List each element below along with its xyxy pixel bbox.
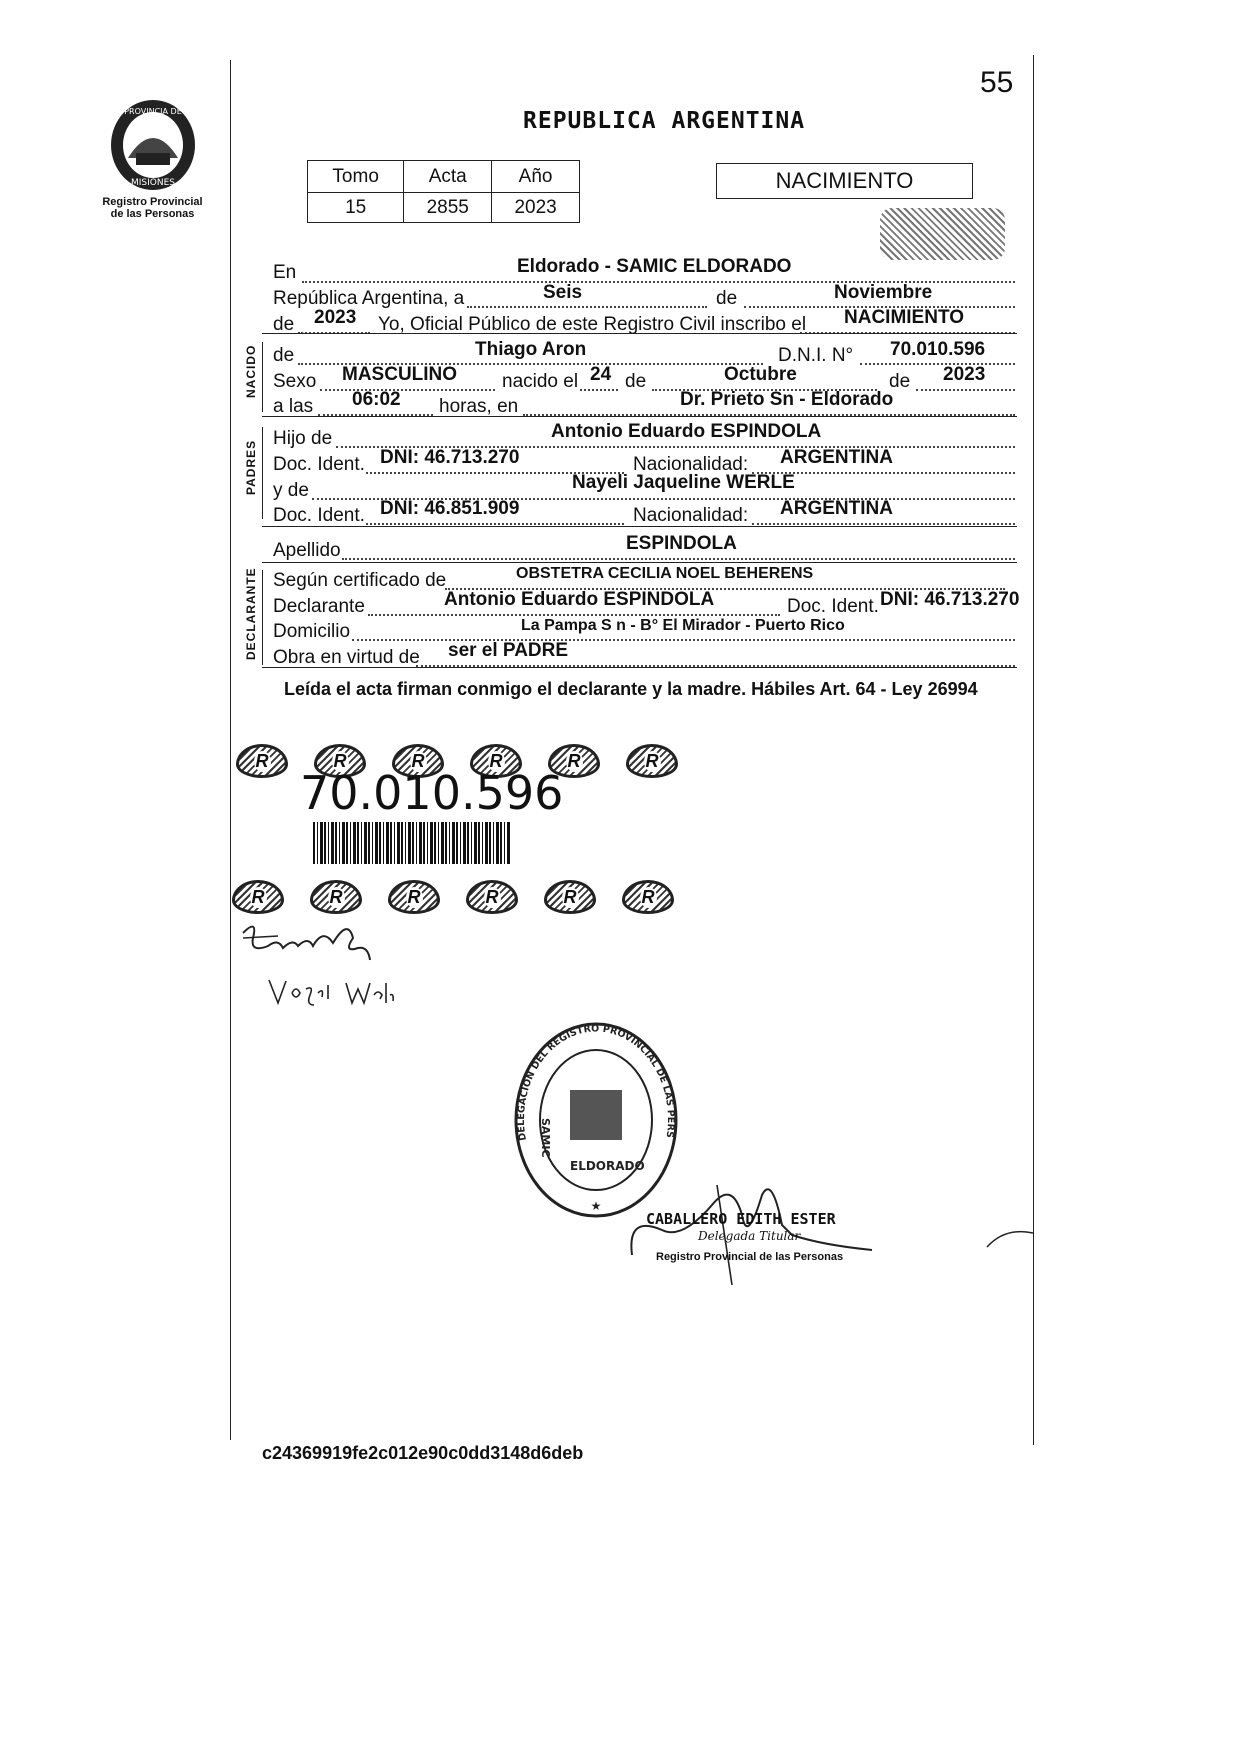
- label-declarante: Declarante: [273, 596, 365, 617]
- signature-madre: [266, 975, 396, 1013]
- value-lugar: Eldorado - SAMIC ELDORADO: [517, 256, 792, 277]
- anio-value: 2023: [492, 193, 580, 223]
- seal-ring-text: DELEGACIÓN DEL REGISTRO PROVINCIAL DE LAS PERS: [515, 1023, 677, 1142]
- emblem-top-text: PROVINCIA DE: [124, 107, 182, 116]
- value-padre: Antonio Eduardo ESPINDOLA: [551, 421, 822, 442]
- r-logo: R: [310, 880, 362, 914]
- signature-declarante: [238, 908, 373, 970]
- value-certificado: OBSTETRA CECILIA NOEL BEHERENS: [516, 565, 814, 582]
- dni-sticker-number: 70.010.596: [300, 766, 564, 820]
- r-logo: R: [236, 744, 288, 778]
- value-mes: Noviembre: [834, 282, 933, 303]
- label-doc-ident-declarante: Doc. Ident.: [787, 596, 879, 617]
- section-bracket: [262, 342, 263, 412]
- side-label-declarante: DECLARANTE: [244, 567, 258, 660]
- value-padre-nac: ARGENTINA: [780, 447, 893, 468]
- divider-line: [262, 416, 1017, 417]
- value-dia: Seis: [543, 282, 583, 303]
- dotted-line: [467, 306, 707, 308]
- registry-name-1: Registro Provincial: [102, 196, 203, 208]
- value-dni: 70.010.596: [890, 339, 986, 360]
- r-logo: R: [622, 880, 674, 914]
- divider-line: [262, 667, 1017, 668]
- dotted-line: [580, 389, 618, 391]
- official-office: Registro Provincial de las Personas: [656, 1251, 844, 1263]
- r-logo: R: [626, 744, 678, 778]
- label-sexo: Sexo: [273, 371, 317, 392]
- registry-name-2: de las Personas: [110, 208, 195, 220]
- barcode: [313, 822, 511, 864]
- label-segun: Según certificado de: [273, 570, 447, 591]
- value-sexo: MASCULINO: [342, 364, 458, 385]
- r-logo: R: [392, 744, 444, 778]
- label-de-line: de: [273, 314, 295, 335]
- label-y-de: y de: [273, 480, 309, 501]
- register-table: [307, 160, 580, 223]
- value-nac-anio: 2023: [943, 364, 986, 385]
- value-apellido: ESPINDOLA: [626, 533, 737, 554]
- section-bracket: [262, 427, 263, 519]
- dotted-line: [752, 523, 1015, 525]
- divider-line: [262, 526, 1017, 527]
- label-a-las: a las: [273, 396, 314, 417]
- label-en: En: [273, 262, 297, 283]
- label-de-nacido: de: [273, 345, 295, 366]
- dotted-line: [860, 363, 1015, 365]
- value-nac-mes: Octubre: [724, 364, 797, 385]
- svg-text:★: ★: [590, 1199, 602, 1213]
- value-padre-doc: DNI: 46.713.270: [380, 447, 520, 468]
- edge-mark: [985, 1225, 1035, 1255]
- side-label-nacido: NACIDO: [244, 344, 258, 398]
- label-domicilio: Domicilio: [273, 621, 351, 642]
- seal-inner-bottom: ELDORADO: [570, 1159, 645, 1173]
- r-logo: R: [470, 744, 522, 778]
- r-logo: R: [544, 880, 596, 914]
- label-obra: Obra en virtud de: [273, 647, 420, 668]
- side-label-padres: PADRES: [244, 439, 258, 495]
- label-de3: de: [889, 371, 911, 392]
- r-logo: R: [232, 880, 284, 914]
- divider-line: [262, 562, 1017, 563]
- label-de2: de: [625, 371, 647, 392]
- official-role: Delegada Titular: [698, 1229, 801, 1243]
- dotted-line: [342, 558, 1015, 560]
- value-madre-doc: DNI: 46.851.909: [380, 498, 520, 519]
- dotted-line: [368, 614, 780, 616]
- page-title: REPUBLICA ARGENTINA: [523, 108, 806, 134]
- closing-text: Leída el acta firman conmigo el declarante y la madre. Hábiles Art. 64 - Ley 26994: [284, 679, 978, 699]
- page-number: 55: [980, 66, 1014, 99]
- section-bracket: [262, 570, 263, 665]
- official-name: CABALLERO EDITH ESTER: [646, 1210, 836, 1228]
- value-madre-nac: ARGENTINA: [780, 498, 893, 519]
- value-hora: 06:02: [352, 389, 401, 410]
- value-tipo: NACIMIENTO: [844, 307, 964, 328]
- tomo-header: Tomo: [308, 161, 404, 193]
- value-nac-dia: 24: [590, 364, 612, 385]
- label-nacido-el: nacido el: [502, 371, 579, 392]
- emblem-bottom-text: MISIONES: [130, 178, 176, 188]
- label-yo-oficial: Yo, Oficial Público de este Registro Civil inscribo el: [378, 314, 807, 335]
- r-logo: R: [388, 880, 440, 914]
- label-doc-ident-madre: Doc. Ident.: [273, 505, 365, 526]
- r-logo: R: [548, 744, 600, 778]
- label-de: de: [716, 288, 738, 309]
- value-declarante-doc: DNI: 46.713.270: [880, 589, 1020, 610]
- divider-line: [262, 333, 1017, 334]
- province-emblem: [108, 98, 198, 193]
- label-republica: República Argentina, a: [273, 288, 465, 309]
- seal-inner-top: SAMIC: [539, 1118, 552, 1158]
- label-doc-ident-padre: Doc. Ident.: [273, 454, 365, 475]
- value-declarante: Antonio Eduardo ESPINDOLA: [444, 589, 715, 610]
- label-dni: D.N.I. N°: [778, 345, 854, 366]
- value-madre: Nayeli Jaqueline WERLE: [572, 472, 795, 493]
- tomo-value: 15: [308, 193, 404, 223]
- r-logo: R: [314, 744, 366, 778]
- acta-header: Acta: [404, 161, 492, 193]
- value-anio: 2023: [314, 307, 357, 328]
- dotted-line: [366, 523, 624, 525]
- label-horas-en: horas, en: [439, 396, 519, 417]
- label-hijo-de: Hijo de: [273, 428, 333, 449]
- acta-value: 2855: [404, 193, 492, 223]
- r-logo: R: [466, 880, 518, 914]
- label-nacionalidad-padre: Nacionalidad:: [633, 454, 749, 475]
- value-nombre: Thiago Aron: [475, 339, 587, 360]
- dotted-line: [320, 389, 495, 391]
- dotted-line: [916, 389, 1015, 391]
- left-margin-line: [230, 60, 231, 1440]
- anio-header: Año: [492, 161, 580, 193]
- document-hash: c24369919fe2c012e90c0dd3148d6deb: [262, 1443, 584, 1463]
- value-lugar-nac: Dr. Prieto Sn - Eldorado: [680, 389, 894, 410]
- act-type-box: NACIMIENTO: [716, 163, 973, 199]
- label-apellido: Apellido: [273, 540, 341, 561]
- security-stamp: [880, 208, 1005, 260]
- value-obra: ser el PADRE: [448, 640, 569, 661]
- value-domicilio: La Pampa S n - B° El Mirador - Puerto Rico: [521, 617, 845, 634]
- label-nacionalidad-madre: Nacionalidad:: [633, 505, 749, 526]
